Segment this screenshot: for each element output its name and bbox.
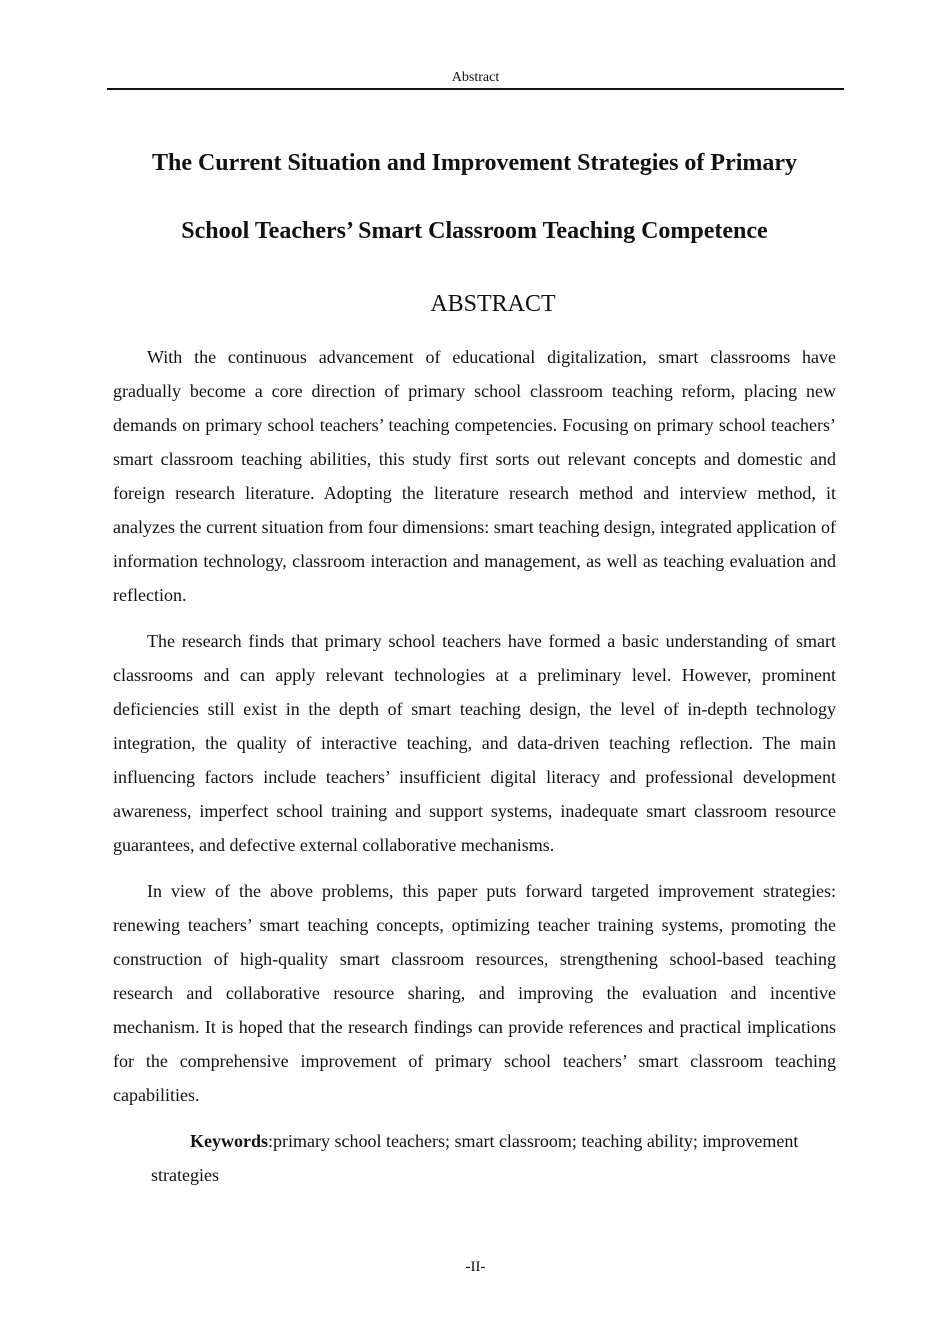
running-header: Abstract — [451, 70, 500, 85]
keywords-label: Keywords — [190, 1131, 268, 1151]
abstract-paragraph-1: With the continuous advancement of educational digitalization, smart classrooms have gradually become a core direction of primary school classroom teaching reform, placing new demands on primary school teachers’ teaching competencies. Focusing on primary school teachers’ smart classroom teaching abilities, this study first sorts out relevant concepts and domestic and foreign research literature. Adopting the literature research method and interview method, it analyzes the current situation from four dimensions: smart teaching design, integrated application of information technology, classroom interaction and management, as well as teaching evaluation and reflection. — [113, 347, 836, 605]
abstract-paragraph-2: The research finds that primary school teachers have formed a basic understanding of smart classrooms and can apply relevant technologies at a preliminary level. However, prominent deficiencies still exist in the depth of smart teaching design, the level of in-depth technology integration, the quality of interactive teaching, and data-driven teaching reflection. The main influencing factors include teachers’ insufficient digital literacy and professional development awareness, imperfect school training and support systems, inadequate smart classroom resource guarantees, and defective external collaborative mechanisms. — [113, 631, 836, 855]
keywords-separator: : — [268, 1131, 274, 1151]
abstract-body — [113, 340, 836, 1192]
header-rule — [107, 88, 844, 90]
keywords-line — [113, 1124, 836, 1192]
paper-title — [113, 129, 836, 265]
page-number: -II- — [465, 1259, 486, 1275]
abstract-paragraph-3: In view of the above problems, this paper puts forward targeted improvement strategies: renewing teachers’ smart teaching concepts, optimizing teacher training systems, promoting the construction of high-quality smart classroom resources, strengthening school-based teaching research and collaborative resource sharing, and improving the evaluation and incentive mechanism. It is hoped that the research findings can provide references and practical implications for the comprehensive improvement of primary school teachers’ smart classroom teaching capabilities. — [113, 881, 836, 1105]
abstract-heading: ABSTRACT — [430, 291, 556, 317]
keywords-text: primary school teachers; smart classroom; teaching ability; improvement strategies — [151, 1131, 799, 1185]
paper-title-line-1: The Current Situation and Improvement Strategies of Primary — [151, 150, 798, 176]
paper-title-line-2: School Teachers’ Smart Classroom Teaching Competence — [181, 218, 768, 244]
